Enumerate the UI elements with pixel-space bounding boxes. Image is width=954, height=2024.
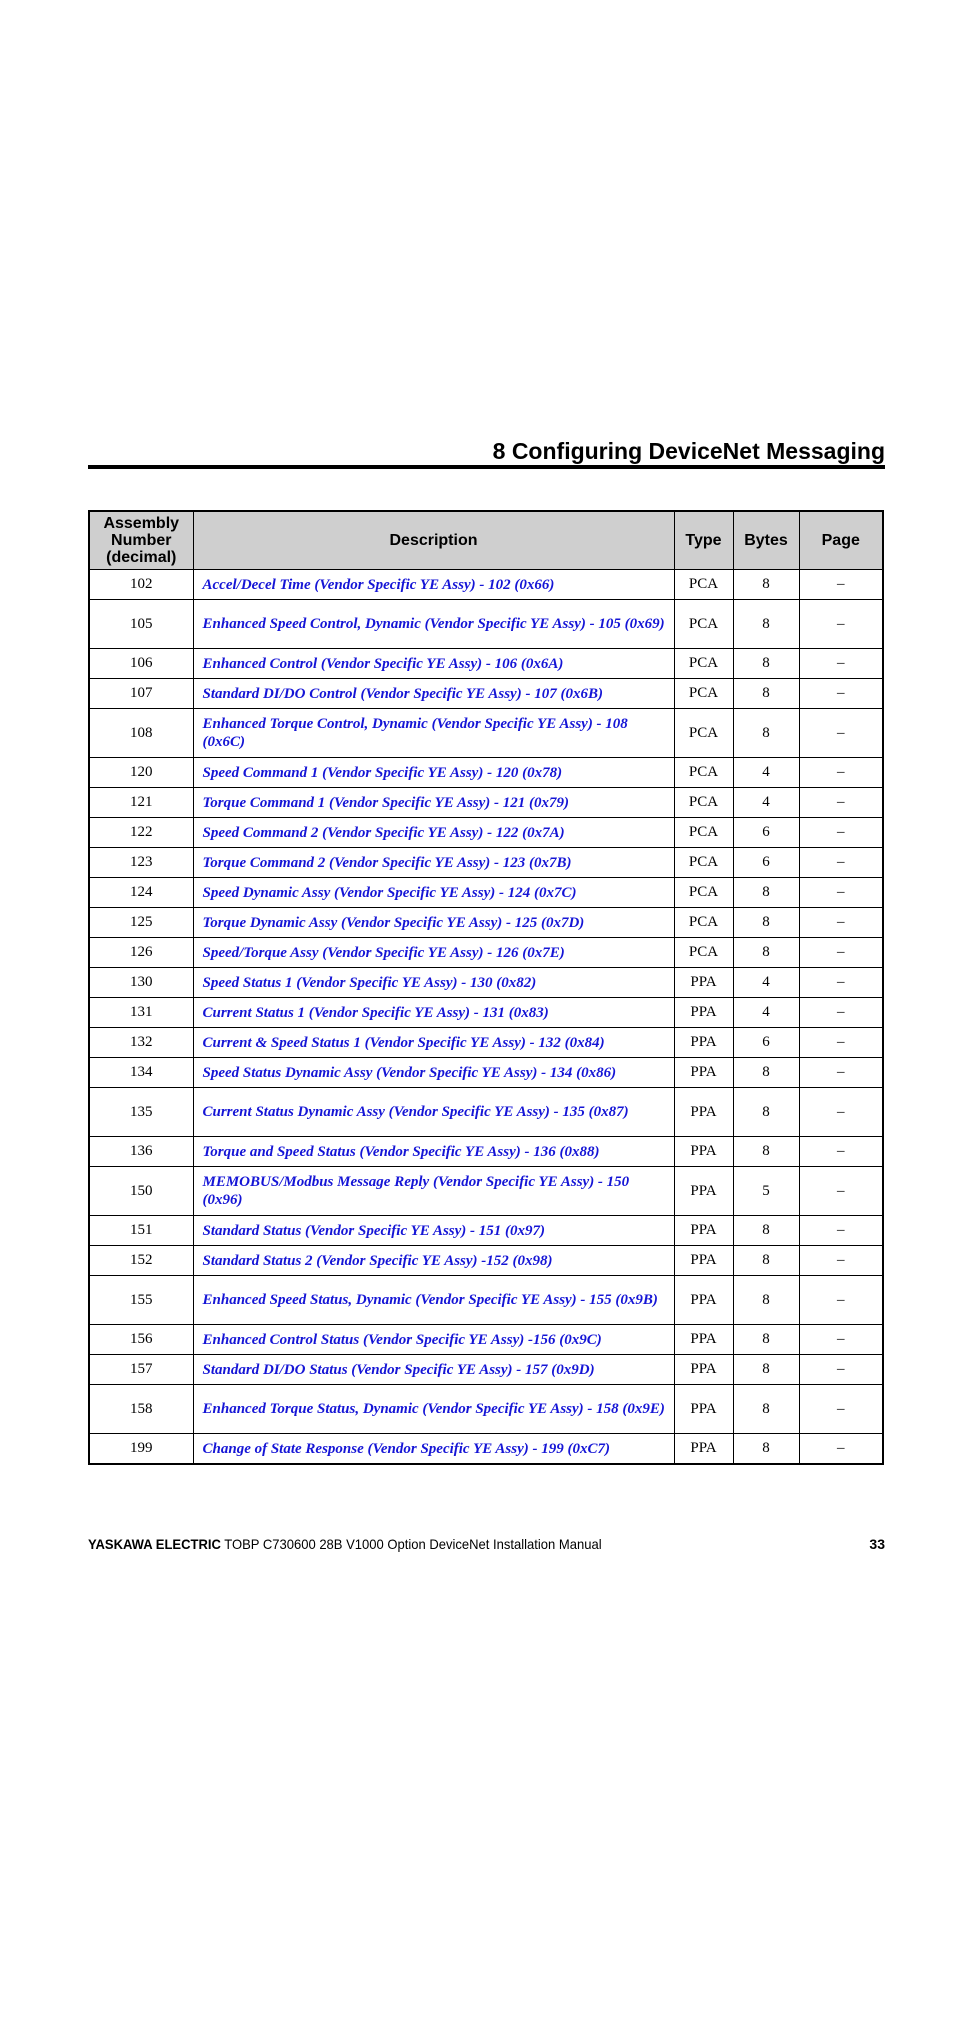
page-cell: – [799, 1058, 883, 1088]
assembly-number-cell: 123 [89, 848, 193, 878]
page-cell: – [799, 1137, 883, 1167]
description-link[interactable]: Speed/Torque Assy (Vendor Specific YE Assy) - 126 (0x7E) [193, 938, 674, 968]
description-link[interactable]: Speed Status Dynamic Assy (Vendor Specific YE Assy) - 134 (0x86) [193, 1058, 674, 1088]
table-row [89, 1167, 883, 1216]
bytes-cell: 6 [733, 818, 799, 848]
description-link[interactable]: Change of State Response (Vendor Specific YE Assy) - 199 (0xC7) [193, 1434, 674, 1465]
type-cell: PCA [674, 938, 733, 968]
table-row [89, 968, 883, 998]
description-link[interactable]: Enhanced Control Status (Vendor Specific YE Assy) -156 (0x9C) [193, 1325, 674, 1355]
type-cell: PPA [674, 1028, 733, 1058]
description-link[interactable]: Standard Status 2 (Vendor Specific YE Assy) -152 (0x98) [193, 1246, 674, 1276]
table-row [89, 848, 883, 878]
footer-manual-title [88, 1536, 602, 1552]
table-row [89, 709, 883, 758]
assembly-number-cell: 155 [89, 1276, 193, 1325]
table-row [89, 1246, 883, 1276]
bytes-cell: 8 [733, 938, 799, 968]
page-cell: – [799, 998, 883, 1028]
bytes-cell: 8 [733, 649, 799, 679]
table-header-row [89, 511, 883, 570]
assembly-number-cell: 158 [89, 1385, 193, 1434]
type-cell: PPA [674, 968, 733, 998]
type-cell: PPA [674, 1434, 733, 1465]
type-cell: PPA [674, 1385, 733, 1434]
type-cell: PPA [674, 1167, 733, 1216]
bytes-cell: 8 [733, 1385, 799, 1434]
table-row [89, 1355, 883, 1385]
type-cell: PCA [674, 848, 733, 878]
header-assembly-line2: Number [111, 532, 172, 549]
table-row [89, 758, 883, 788]
type-cell: PCA [674, 649, 733, 679]
assembly-number-cell: 126 [89, 938, 193, 968]
footer-page-number: 33 [869, 1536, 885, 1552]
bytes-cell: 8 [733, 1434, 799, 1465]
assembly-number-cell: 121 [89, 788, 193, 818]
type-cell: PCA [674, 758, 733, 788]
bytes-cell: 6 [733, 848, 799, 878]
bytes-cell: 4 [733, 968, 799, 998]
description-link[interactable]: Standard DI/DO Control (Vendor Specific YE Assy) - 107 (0x6B) [193, 679, 674, 709]
assembly-number-cell: 132 [89, 1028, 193, 1058]
type-cell: PPA [674, 1058, 733, 1088]
page-cell: – [799, 938, 883, 968]
assembly-number-cell: 130 [89, 968, 193, 998]
type-cell: PPA [674, 1355, 733, 1385]
bytes-cell: 8 [733, 1058, 799, 1088]
assembly-number-cell: 134 [89, 1058, 193, 1088]
assembly-number-cell: 105 [89, 600, 193, 649]
description-link[interactable]: MEMOBUS/Modbus Message Reply (Vendor Specific YE Assy) - 150 (0x96) [193, 1167, 674, 1216]
description-link[interactable]: Standard Status (Vendor Specific YE Assy) - 151 (0x97) [193, 1216, 674, 1246]
bytes-cell: 8 [733, 679, 799, 709]
description-link[interactable]: Torque and Speed Status (Vendor Specific YE Assy) - 136 (0x88) [193, 1137, 674, 1167]
type-cell: PPA [674, 1325, 733, 1355]
table-row [89, 1385, 883, 1434]
footer-company: YASKAWA ELECTRIC [88, 1536, 221, 1552]
page-cell: – [799, 649, 883, 679]
page-cell: – [799, 1028, 883, 1058]
assembly-number-cell: 106 [89, 649, 193, 679]
assembly-number-cell: 136 [89, 1137, 193, 1167]
page-cell: – [799, 1167, 883, 1216]
description-link[interactable]: Speed Command 1 (Vendor Specific YE Assy) - 120 (0x78) [193, 758, 674, 788]
page-cell: – [799, 908, 883, 938]
assembly-number-cell: 122 [89, 818, 193, 848]
description-link[interactable]: Enhanced Control (Vendor Specific YE Assy) - 106 (0x6A) [193, 649, 674, 679]
page-cell: – [799, 600, 883, 649]
type-cell: PCA [674, 878, 733, 908]
page-cell: – [799, 1216, 883, 1246]
bytes-cell: 8 [733, 878, 799, 908]
assembly-number-cell: 152 [89, 1246, 193, 1276]
table-row [89, 1137, 883, 1167]
bytes-cell: 8 [733, 1276, 799, 1325]
page-cell: – [799, 758, 883, 788]
bytes-cell: 4 [733, 788, 799, 818]
bytes-cell: 4 [733, 758, 799, 788]
table-row [89, 1058, 883, 1088]
description-link[interactable]: Current & Speed Status 1 (Vendor Specific YE Assy) - 132 (0x84) [193, 1028, 674, 1058]
page-cell: – [799, 1246, 883, 1276]
page-cell: – [799, 709, 883, 758]
assembly-number-cell: 125 [89, 908, 193, 938]
bytes-cell: 8 [733, 600, 799, 649]
description-link[interactable]: Standard DI/DO Status (Vendor Specific YE Assy) - 157 (0x9D) [193, 1355, 674, 1385]
table-row [89, 570, 883, 600]
assembly-number-cell: 150 [89, 1167, 193, 1216]
bytes-cell: 8 [733, 1216, 799, 1246]
assembly-number-cell: 120 [89, 758, 193, 788]
header-assembly-number [89, 511, 193, 570]
assembly-number-cell: 156 [89, 1325, 193, 1355]
page-cell: – [799, 878, 883, 908]
description-link[interactable]: Enhanced Speed Control, Dynamic (Vendor Specific YE Assy) - 105 (0x69) [193, 600, 674, 649]
bytes-cell: 8 [733, 1246, 799, 1276]
table-row [89, 1216, 883, 1246]
page-cell: – [799, 1088, 883, 1137]
section-heading: 8 Configuring DeviceNet Messaging [492, 438, 885, 464]
assembly-number-cell: 124 [89, 878, 193, 908]
type-cell: PPA [674, 1246, 733, 1276]
assembly-number-cell: 199 [89, 1434, 193, 1465]
description-link[interactable]: Enhanced Torque Control, Dynamic (Vendor Specific YE Assy) - 108 (0x6C) [193, 709, 674, 758]
page-cell: – [799, 1276, 883, 1325]
page-cell: – [799, 1385, 883, 1434]
description-link[interactable]: Speed Dynamic Assy (Vendor Specific YE Assy) - 124 (0x7C) [193, 878, 674, 908]
header-page: Page [799, 511, 883, 570]
page-cell: – [799, 1325, 883, 1355]
assembly-number-cell: 102 [89, 570, 193, 600]
description-link[interactable]: Current Status Dynamic Assy (Vendor Specific YE Assy) - 135 (0x87) [193, 1088, 674, 1137]
type-cell: PCA [674, 818, 733, 848]
description-link[interactable]: Speed Command 2 (Vendor Specific YE Assy) - 122 (0x7A) [193, 818, 674, 848]
description-link[interactable]: Speed Status 1 (Vendor Specific YE Assy) - 130 (0x82) [193, 968, 674, 998]
table-row [89, 1088, 883, 1137]
page-cell: – [799, 968, 883, 998]
bytes-cell: 8 [733, 1137, 799, 1167]
table-body [89, 570, 883, 1465]
description-link[interactable]: Torque Command 1 (Vendor Specific YE Assy) - 121 (0x79) [193, 788, 674, 818]
table-row [89, 878, 883, 908]
type-cell: PCA [674, 600, 733, 649]
bytes-cell: 8 [733, 1355, 799, 1385]
page-cell: – [799, 570, 883, 600]
page-cell: – [799, 1434, 883, 1465]
type-cell: PPA [674, 1137, 733, 1167]
bytes-cell: 5 [733, 1167, 799, 1216]
assembly-number-cell: 157 [89, 1355, 193, 1385]
type-cell: PPA [674, 1276, 733, 1325]
header-description: Description [193, 511, 674, 570]
assembly-number-cell: 135 [89, 1088, 193, 1137]
type-cell: PCA [674, 570, 733, 600]
table-row [89, 818, 883, 848]
table-row [89, 649, 883, 679]
table-row [89, 938, 883, 968]
bytes-cell: 8 [733, 1088, 799, 1137]
header-type: Type [674, 511, 733, 570]
assembly-number-cell: 131 [89, 998, 193, 1028]
table-row [89, 908, 883, 938]
heading-rule [88, 465, 885, 469]
table-row [89, 1434, 883, 1465]
table-row [89, 998, 883, 1028]
type-cell: PPA [674, 998, 733, 1028]
description-link[interactable]: Enhanced Torque Status, Dynamic (Vendor Specific YE Assy) - 158 (0x9E) [193, 1385, 674, 1434]
table-row [89, 1276, 883, 1325]
description-link[interactable]: Enhanced Speed Status, Dynamic (Vendor Specific YE Assy) - 155 (0x9B) [193, 1276, 674, 1325]
assembly-table [88, 510, 884, 1465]
type-cell: PCA [674, 709, 733, 758]
assembly-number-cell: 151 [89, 1216, 193, 1246]
type-cell: PCA [674, 788, 733, 818]
header-bytes: Bytes [733, 511, 799, 570]
table-row [89, 1325, 883, 1355]
bytes-cell: 8 [733, 570, 799, 600]
type-cell: PCA [674, 679, 733, 709]
table-row [89, 788, 883, 818]
bytes-cell: 8 [733, 709, 799, 758]
bytes-cell: 8 [733, 908, 799, 938]
description-link[interactable]: Accel/Decel Time (Vendor Specific YE Assy) - 102 (0x66) [193, 570, 674, 600]
description-link[interactable]: Torque Dynamic Assy (Vendor Specific YE Assy) - 125 (0x7D) [193, 908, 674, 938]
header-assembly-line1: Assembly [103, 515, 180, 532]
table-row [89, 679, 883, 709]
table-row [89, 1028, 883, 1058]
description-link[interactable]: Torque Command 2 (Vendor Specific YE Assy) - 123 (0x7B) [193, 848, 674, 878]
page-cell: – [799, 818, 883, 848]
description-link[interactable]: Current Status 1 (Vendor Specific YE Assy) - 131 (0x83) [193, 998, 674, 1028]
type-cell: PPA [674, 1088, 733, 1137]
type-cell: PPA [674, 1216, 733, 1246]
page-cell: – [799, 848, 883, 878]
page-cell: – [799, 788, 883, 818]
footer-manual: TOBP C730600 28B V1000 Option DeviceNet Installation Manual [220, 1536, 602, 1552]
header-assembly-line3: (decimal) [106, 549, 177, 566]
type-cell: PCA [674, 908, 733, 938]
page-cell: – [799, 1355, 883, 1385]
page-cell: – [799, 679, 883, 709]
bytes-cell: 8 [733, 1325, 799, 1355]
assembly-number-cell: 108 [89, 709, 193, 758]
table-row [89, 600, 883, 649]
assembly-number-cell: 107 [89, 679, 193, 709]
bytes-cell: 6 [733, 1028, 799, 1058]
bytes-cell: 4 [733, 998, 799, 1028]
